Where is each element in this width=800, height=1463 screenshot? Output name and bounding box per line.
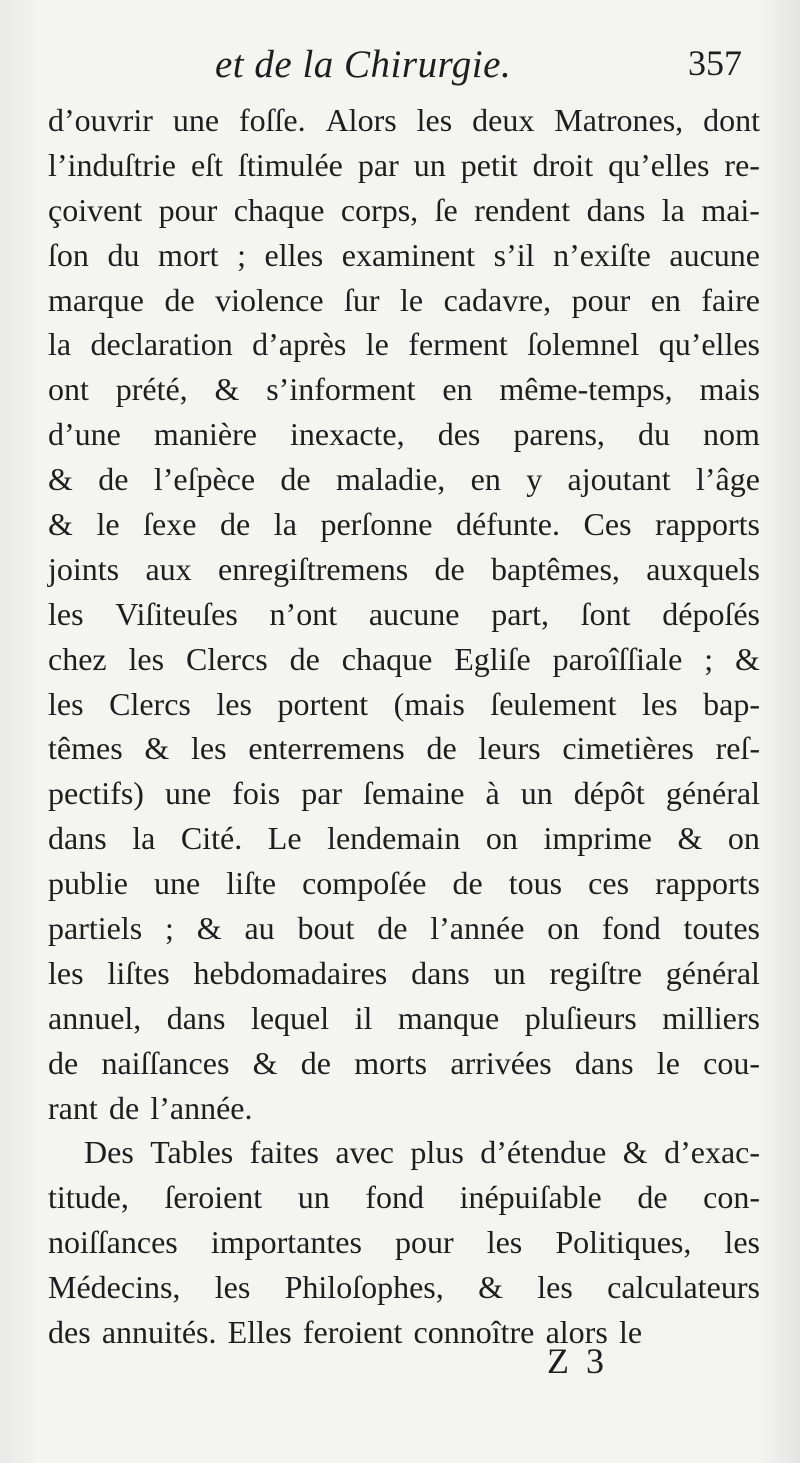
text-line: publie une liſte compoſée de tous ces rapports (48, 865, 760, 902)
text-line: partiels ; & au bout de l’année on fond toutes (48, 910, 760, 947)
text-line: ſon du mort ; elles examinent s’il n’exiſte aucune (48, 236, 760, 273)
text-line: & le ſexe de la perſonne défunte. Ces rapports (48, 506, 760, 543)
text-line: rant de l’année. (48, 1089, 253, 1126)
text-line: dans la Cité. Le lendemain on imprime & on (48, 820, 760, 857)
text-line: çoivent pour chaque corps, ſe rendent dans la mai- (48, 191, 760, 228)
text-line: chez les Clercs de chaque Egliſe paroîſſiale ; & (48, 640, 760, 677)
text-line: les Clercs les portent (mais ſeulement les bap- (48, 685, 760, 722)
text-line: pectifs) une fois par ſemaine à un dépôt général (48, 775, 760, 812)
text-line: marque de violence ſur le cadavre, pour en faire (48, 281, 760, 318)
text-line: les liſtes hebdomadaires dans un regiſtre général (48, 954, 760, 991)
running-head (0, 42, 800, 92)
text-line: la declaration d’après le ferment ſolemnel qu’elles (48, 326, 760, 363)
text-line: & de l’eſpèce de maladie, en y ajoutant l’âge (48, 461, 760, 498)
text-line: ont prété, & s’informent en même-temps, mais (48, 371, 760, 408)
text-line: d’une manière inexacte, des parens, du nom (48, 416, 760, 453)
page-number: 357 (688, 43, 742, 83)
text-line: noiſſances importantes pour les Politiques, les (48, 1224, 760, 1261)
text-line: annuel, dans lequel il manque pluſieurs milliers (48, 999, 760, 1036)
text-line: Des Tables faites avec plus d’étendue & d’exac- (84, 1134, 760, 1171)
text-line: des annuités. Elles feroient connoître alors le (48, 1314, 643, 1351)
text-line: joints aux enregiſtremens de baptêmes, auxquels (48, 550, 760, 587)
text-line: têmes & les enterremens de leurs cimetières reſ- (48, 730, 760, 767)
text-line: Médecins, les Philoſophes, & les calculateurs (48, 1269, 760, 1306)
text-line: titude, ſeroient un fond inépuiſable de con- (48, 1179, 760, 1216)
running-title: et de la Chirurgie. (215, 43, 512, 86)
body-text (48, 98, 760, 1355)
text-line: l’induſtrie eſt ſtimulée par un petit droit qu’elles re- (48, 146, 760, 183)
text-line: d’ouvrir une foſſe. Alors les deux Matrones, dont (48, 102, 760, 138)
signature-mark: Z 3 (547, 1341, 608, 1381)
text-line: de naiſſances & de morts arrivées dans le cou- (48, 1044, 760, 1081)
text-line: les Viſiteuſes n’ont aucune part, ſont dépoſés (48, 595, 760, 632)
